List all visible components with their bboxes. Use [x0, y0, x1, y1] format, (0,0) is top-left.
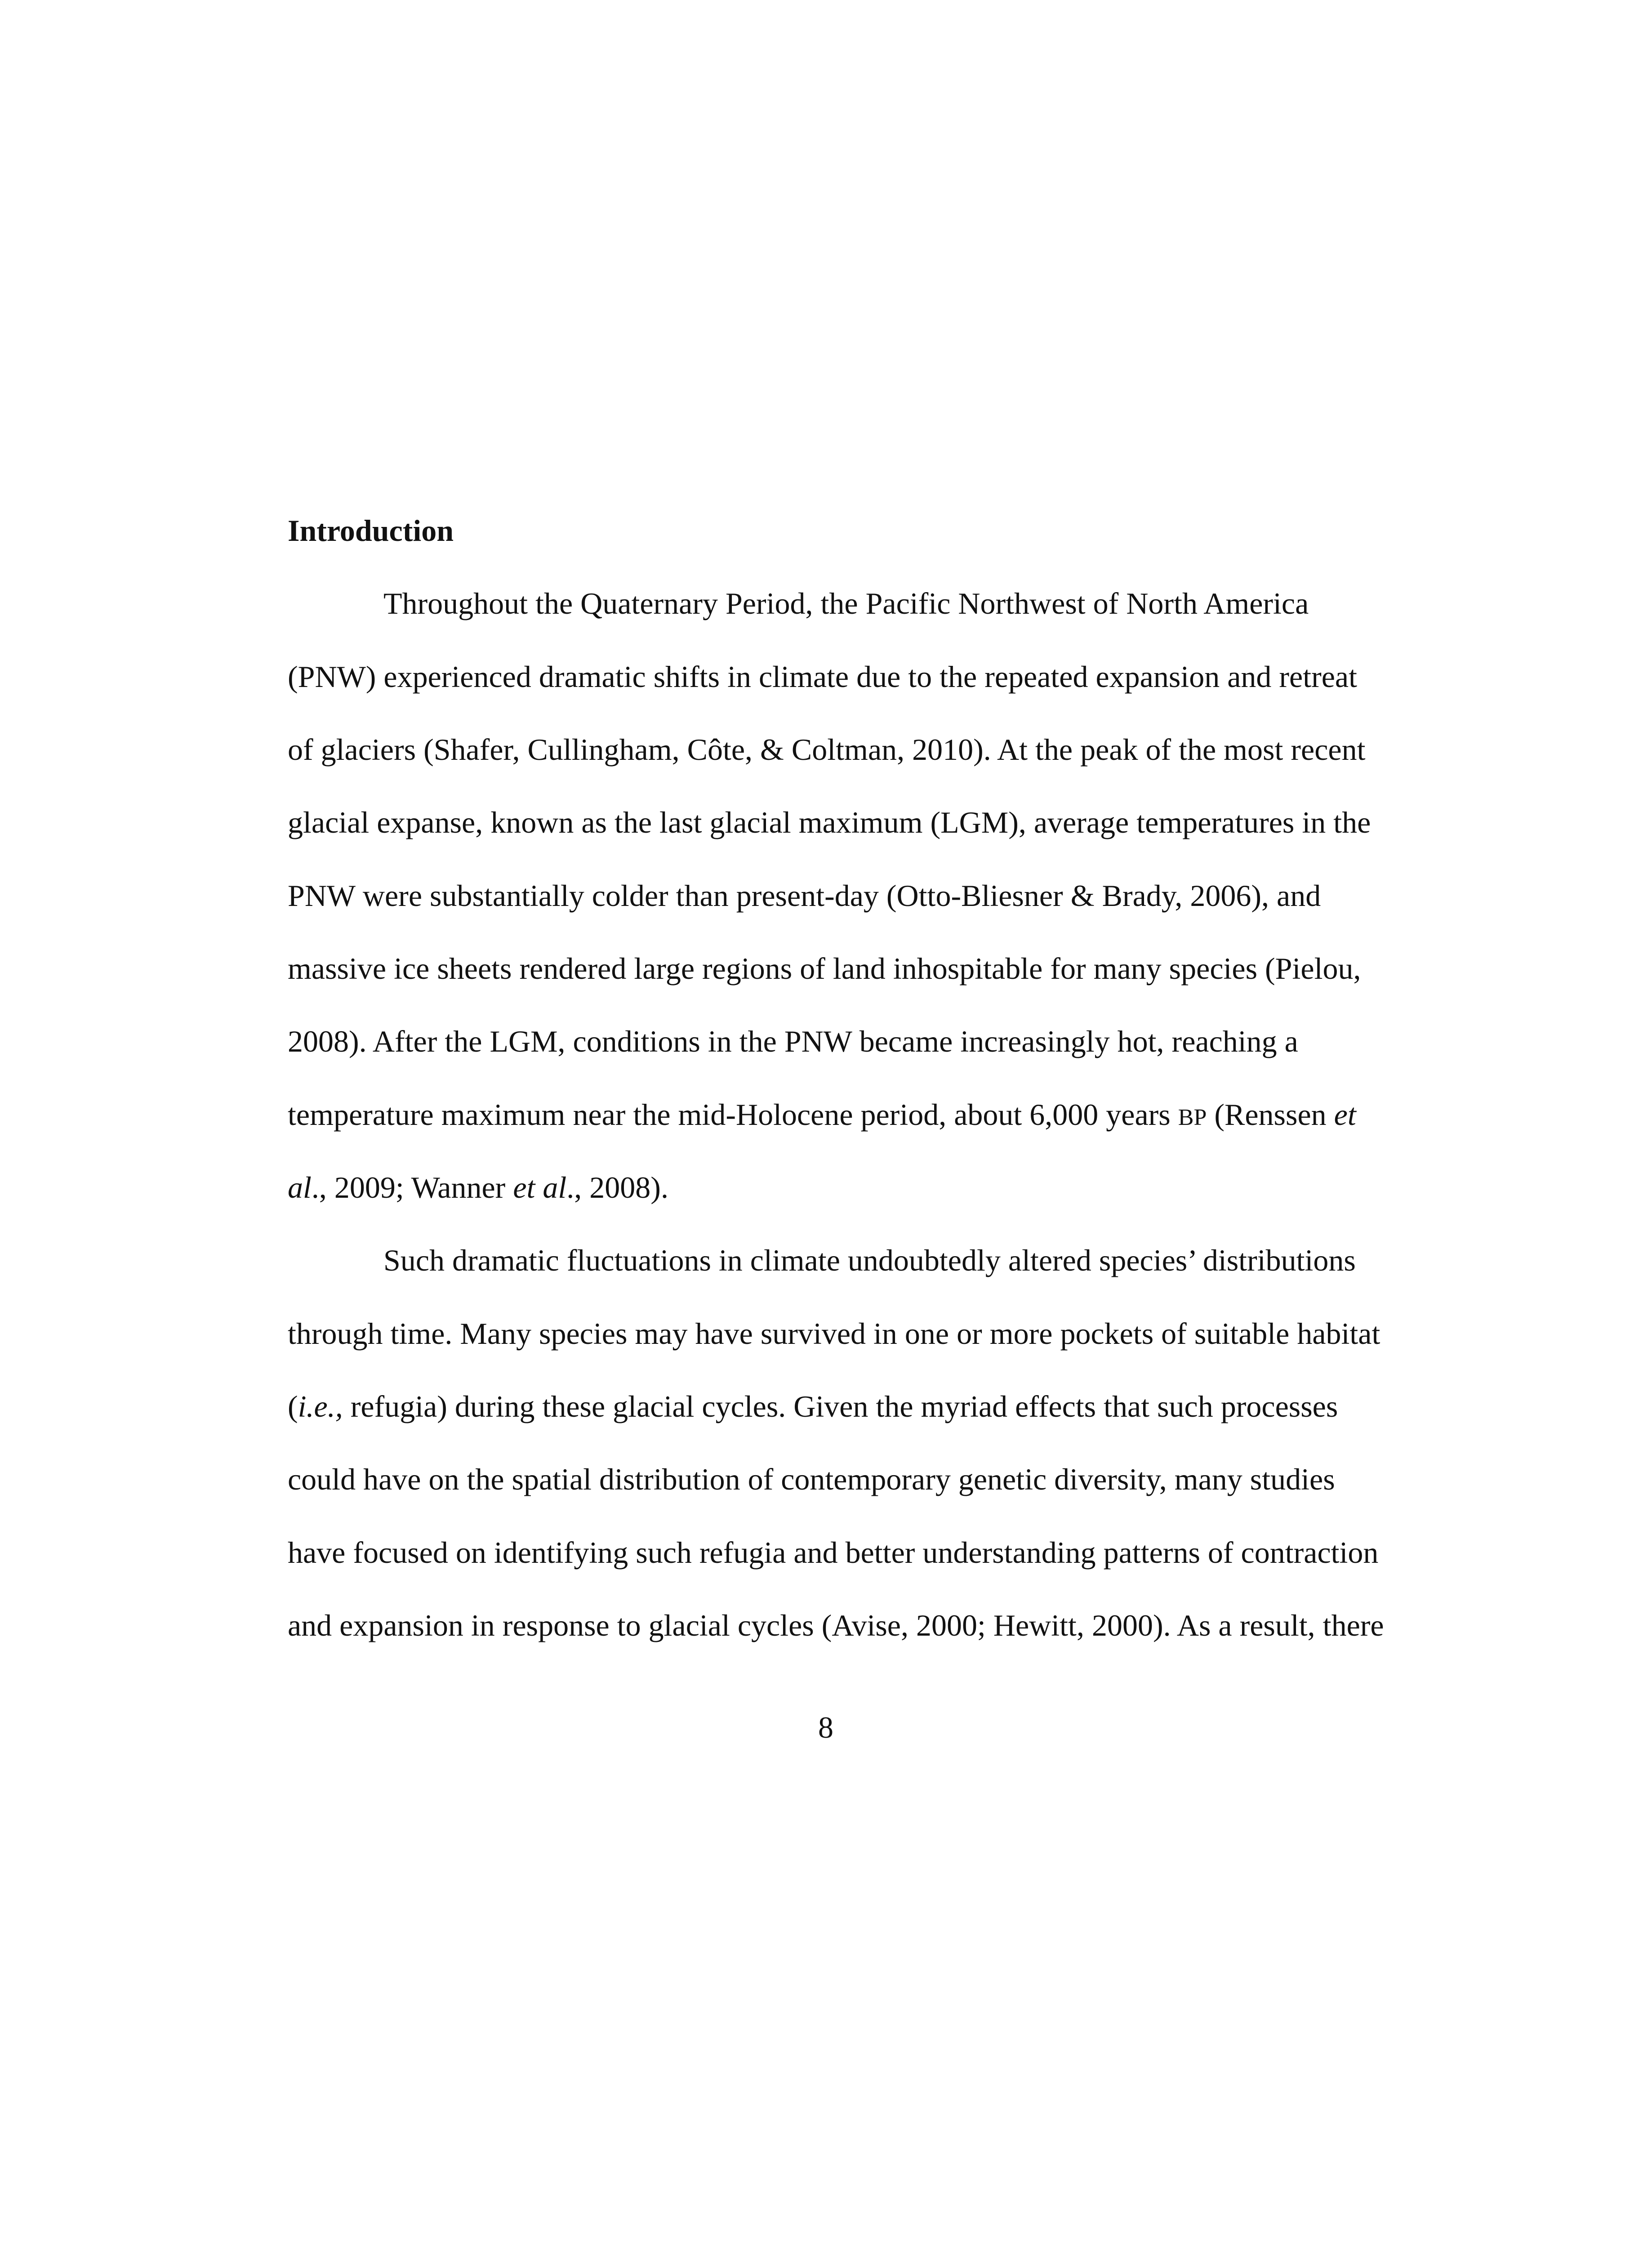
text-run: (Renssen	[1207, 1097, 1334, 1132]
paragraph-line: have focused on identifying such refugia and better understanding patterns of contraction	[288, 1535, 1379, 1570]
text-run: ., 2008).	[566, 1170, 668, 1204]
paragraph-line	[288, 1165, 668, 1210]
paragraph-line: glacial expanse, known as the last glacial maximum (LGM), average temperatures in the	[288, 805, 1371, 839]
paragraph-line: Throughout the Quaternary Period, the Pacific Northwest of North America	[383, 586, 1309, 620]
paragraph-line: PNW were substantially colder than present-day (Otto-Bliesner & Brady, 2006), and	[288, 879, 1321, 913]
paragraph-line: could have on the spatial distribution of contemporary genetic diversity, many studies	[288, 1462, 1335, 1496]
paragraph-line: massive ice sheets rendered large regions of land inhospitable for many species (Pielou,	[288, 951, 1361, 986]
italic-text: i.e.,	[298, 1389, 343, 1423]
italic-text: al	[288, 1170, 312, 1204]
era-abbreviation: BP	[1178, 1105, 1207, 1130]
text-run: ., 2009; Wanner	[311, 1170, 513, 1204]
text-run: temperature maximum near the mid-Holocene period, about 6,000 years	[288, 1097, 1178, 1132]
italic-text: et	[1334, 1097, 1356, 1132]
text-run: refugia) during these glacial cycles. Given the myriad effects that such processes	[343, 1389, 1338, 1423]
page-number: 8	[818, 1710, 833, 1744]
italic-text: et al	[513, 1170, 567, 1204]
paragraph-line: (PNW) experienced dramatic shifts in climate due to the repeated expansion and retreat	[288, 660, 1358, 694]
paragraph-line	[288, 1384, 1338, 1429]
paragraph-line: through time. Many species may have survived in one or more pockets of suitable habitat	[288, 1316, 1380, 1351]
section-heading: Introduction	[288, 513, 454, 548]
paragraph-line: Such dramatic fluctuations in climate undoubtedly altered species’ distributions	[383, 1243, 1356, 1277]
paragraph-line: and expansion in response to glacial cycles (Avise, 2000; Hewitt, 2000). As a result, there	[288, 1608, 1384, 1642]
text-run: (	[288, 1389, 298, 1423]
paragraph-line: of glaciers (Shafer, Cullingham, Côte, & Coltman, 2010). At the peak of the most recent	[288, 732, 1366, 767]
paragraph-line: 2008). After the LGM, conditions in the PNW became increasingly hot, reaching a	[288, 1024, 1298, 1058]
paragraph-line	[288, 1092, 1356, 1140]
